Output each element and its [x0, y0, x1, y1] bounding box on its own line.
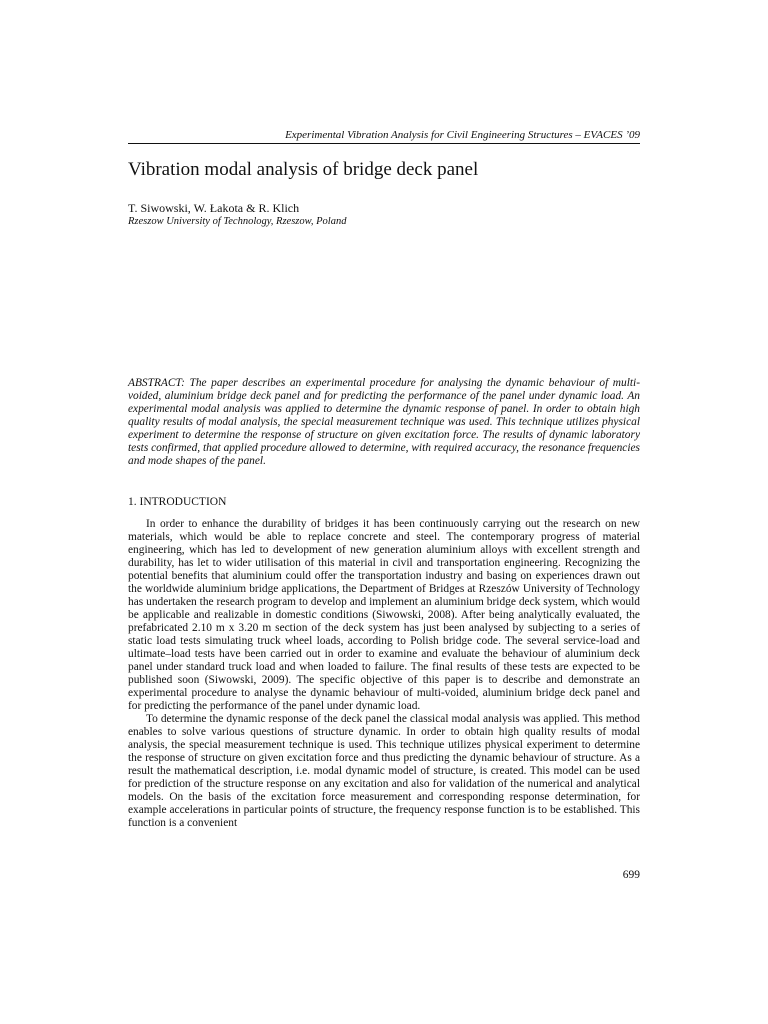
body-paragraph: To determine the dynamic response of the deck panel the classical modal analysis was applied. This method enables to solve various questions of structure dynamic. In order to obtain high quality results of modal analysis, the special measurement technique is used. This technique utilizes physical experiment to determine the response of structure on given excitation force and thus predicting the dynamic behaviour of structure. As a result the mathematical description, i.e. modal dynamic model of structure, is created. This model can be used for prediction of the structure response on any excitation and also for validation of the numerical and analytical models. On the basis of the excitation force measurement and corresponding response determination, for example accelerations in particular points of structure, the frequency response function is to be established. This function is a convenient [128, 713, 640, 829]
paper-authors: T. Siwowski, W. Łakota & R. Klich [128, 201, 300, 215]
page-number: 699 [622, 869, 640, 881]
paper-title: Vibration modal analysis of bridge deck panel [128, 159, 479, 180]
section-heading-introduction: 1. INTRODUCTION [128, 496, 227, 508]
body-paragraph: In order to enhance the durability of bridges it has been continuously carrying out the research on new materials, which would be able to replace concrete and steel. The contemporary progress of material engineering, which has led to development of new generation aluminium alloys with excellent strength and durability, has let to wider utilisation of this material in civil and transportation engineering. Recognizing the potential benefits that aluminium could offer the transportation industry and basing on experiences drawn out the worldwide aluminium bridge applications, the Department of Bridges at Rzeszów University of Technology has undertaken the research program to develop and implement an aluminium bridge deck system, which would be applicable and realizable in domestic conditions (Siwowski, 2008). After being analytically evaluated, the prefabricated 2.10 m x 3.20 m section of the deck system has just been analysed by subjecting to a series of static load tests simulating truck wheel loads, according to Polish bridge code. The several service-load and ultimate–load tests have been carried out in order to examine and evaluate the behaviour of aluminium deck panel under standard truck load and when loaded to failure. The final results of these tests are expected to be published soon (Siwowski, 2009). The specific objective of this paper is to describe and demonstrate an experimental procedure to analyse the dynamic behaviour of multi-voided, aluminium bridge deck panel and for predicting the performance of the panel under dynamic load. [128, 518, 640, 712]
header-rule [128, 143, 640, 144]
paper-affiliation: Rzeszow University of Technology, Rzeszow, Poland [128, 216, 347, 227]
abstract: ABSTRACT: The paper describes an experimental procedure for analysing the dynamic behaviour of multi-voided, aluminium bridge deck panel and for predicting the performance of the panel under dynamic load. An experimental modal analysis was applied to determine the dynamic response of panel. In order to obtain high quality results of modal analysis, the special measurement technique was used. This technique utilizes physical experiment to determine the response of structure on given excitation force. The results of dynamic laboratory tests confirmed, that applied procedure allowed to determine, with required accuracy, the resonance frequencies and mode shapes of the panel. [128, 377, 640, 467]
running-header: Experimental Vibration Analysis for Civil Engineering Structures – EVACES ’09 [285, 129, 640, 141]
introduction-body [128, 518, 640, 830]
